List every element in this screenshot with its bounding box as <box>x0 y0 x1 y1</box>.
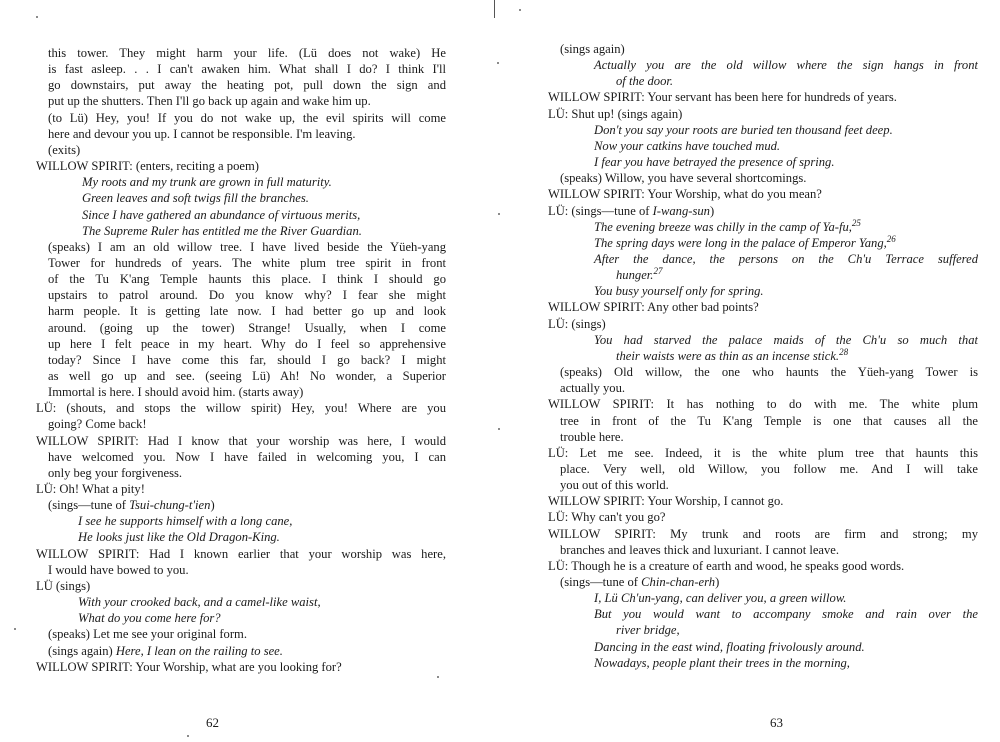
text-line <box>36 481 446 497</box>
text-line <box>548 89 978 105</box>
print-speck <box>187 735 189 737</box>
text-line <box>548 267 978 283</box>
print-speck <box>497 62 499 64</box>
text-line <box>36 45 446 61</box>
text-line <box>548 57 978 73</box>
line-text: here and devour you up. I cannot be responsible. I'm leaving. <box>48 126 356 141</box>
line-text: You had starved the palace maids of the Ch'u so much that <box>594 332 978 347</box>
line-text: go downstairs, put away the heating pot, pull down the sign and <box>48 78 446 93</box>
line-text: WILLOW SPIRIT: Any other bad points? <box>548 300 759 315</box>
text-line <box>548 364 978 380</box>
line-text: as well go up and see. (seeing Lü) Ah! No wonder, a Superior <box>48 368 446 383</box>
line-text: place. Very well, old Willow, you follow me. And I will take <box>560 461 978 476</box>
text-line <box>548 316 978 332</box>
text-line <box>36 287 446 303</box>
text-line <box>548 509 978 525</box>
line-text: I, Lü Ch'un-yang, can deliver you, a green willow. <box>594 591 847 606</box>
text-line <box>548 138 978 154</box>
italic-title: Here, I lean on the railing to see. <box>115 643 283 658</box>
line-text: actually you. <box>560 381 626 396</box>
text-line <box>548 251 978 267</box>
text-line <box>36 562 446 578</box>
text-line <box>548 396 978 412</box>
right-page <box>500 0 1000 742</box>
text-line <box>548 170 978 186</box>
text-line <box>548 41 978 57</box>
text-line <box>548 542 978 558</box>
line-text: (speaks) Willow, you have several shortcomings. <box>560 171 807 186</box>
text-line <box>36 400 446 416</box>
line-text: put up the shutters. Then I'll go back up again and wake him up. <box>48 94 371 109</box>
text-line <box>548 461 978 477</box>
italic-title: Tsui-chung-t'ien <box>129 498 211 513</box>
text-line <box>36 546 446 562</box>
line-text: (sings again) <box>48 643 116 658</box>
line-text: WILLOW SPIRIT: (enters, reciting a poem) <box>36 159 259 174</box>
line-text: The Supreme Ruler has entitled me the River Guardian. <box>82 223 362 238</box>
line-text-after: ) <box>715 575 720 590</box>
text-line <box>36 594 446 610</box>
text-line <box>36 320 446 336</box>
line-text: Since I have gathered an abundance of virtuous merits, <box>82 207 361 222</box>
line-text: (sings—tune of <box>48 498 130 513</box>
left-page-text <box>36 45 446 675</box>
line-text: this tower. They might harm your life. (Lü does not wake) He <box>48 46 446 60</box>
gutter-mark <box>494 0 495 18</box>
line-text: With your crooked back, and a camel-like waist, <box>78 595 321 610</box>
line-text: Nowadays, people plant their trees in the morning, <box>594 655 850 670</box>
text-line <box>36 142 446 158</box>
text-line <box>548 590 978 606</box>
line-text: (exits) <box>48 142 81 157</box>
line-text: you out of this world. <box>560 478 669 493</box>
line-text: of the door. <box>616 74 674 89</box>
line-text: Dancing in the east wind, floating frivolously around. <box>594 639 865 654</box>
italic-title: I-wang-sun <box>652 203 710 218</box>
text-line <box>36 158 446 174</box>
line-text: up here I felt peace in my heart. Why do I feel so apprehensive <box>48 336 446 351</box>
text-line <box>36 626 446 642</box>
line-text: What do you come here for? <box>78 611 221 626</box>
text-line <box>548 203 978 219</box>
line-text: branches and leaves thick and luxuriant. I cannot leave. <box>560 542 840 557</box>
text-line <box>548 655 978 671</box>
text-line <box>36 223 446 239</box>
text-line <box>36 433 446 449</box>
text-line <box>548 639 978 655</box>
line-text: WILLOW SPIRIT: My trunk and roots are firm and strong; my <box>548 526 978 541</box>
line-text: WILLOW SPIRIT: Your Worship, what are you looking for? <box>36 659 342 674</box>
line-text: He looks just like the Old Dragon-King. <box>78 530 280 545</box>
text-line <box>36 529 446 545</box>
line-text: LÜ: Oh! What a pity! <box>36 481 145 496</box>
line-text: today? Since I have come this far, should I go back? I might <box>48 352 446 367</box>
line-text: WILLOW SPIRIT: Had I known earlier that your worship was here, <box>36 546 446 561</box>
line-text: WILLOW SPIRIT: Your servant has been here for hundreds of years. <box>548 90 897 105</box>
line-text: LÜ: Let me see. Indeed, it is the white plum tree that haunts this <box>548 445 978 460</box>
text-line <box>548 445 978 461</box>
text-line <box>36 174 446 190</box>
text-line <box>548 526 978 542</box>
text-line <box>36 384 446 400</box>
line-text: have welcomed you. Now I have failed in welcoming you, I can <box>48 449 446 464</box>
line-text: around. (going up the tower) Strange! Usually, when I come <box>48 320 446 335</box>
line-text: LÜ: Though he is a creature of earth and wood, he speaks good words. <box>548 558 905 573</box>
text-line <box>36 416 446 432</box>
left-page <box>0 0 470 742</box>
text-line <box>36 643 446 659</box>
text-line <box>548 283 978 299</box>
italic-title: Chin-chan-erh <box>641 575 716 590</box>
text-line <box>548 606 978 622</box>
line-text: of the Tu K'ang Temple haunts this place. I think I should go <box>48 272 446 287</box>
text-line <box>548 106 978 122</box>
text-line <box>548 186 978 202</box>
text-line <box>36 255 446 271</box>
page-number: 62 <box>206 715 219 730</box>
line-text: tree in front of the Tu K'ang Temple is one that causes all the <box>560 413 978 428</box>
line-text: LÜ: (sings—tune of <box>548 203 653 218</box>
text-line <box>548 477 978 493</box>
line-text: (speaks) I am an old willow tree. I have lived beside the Yüeh-yang <box>48 239 446 254</box>
line-text: LÜ (sings) <box>36 578 91 593</box>
line-text: The evening breeze was chilly in the camp of Ya-fu, <box>594 219 852 234</box>
line-text: going? Come back! <box>48 417 147 432</box>
line-text: WILLOW SPIRIT: It has nothing to do with me. The white plum <box>548 397 978 412</box>
line-text: Now your catkins have touched mud. <box>594 138 781 153</box>
text-line <box>36 110 446 126</box>
right-page-text <box>548 41 978 671</box>
line-text: is fast asleep. . . I can't awaken him. What shall I do? I think I'll <box>48 62 446 77</box>
line-text: only beg your forgiveness. <box>48 465 183 480</box>
text-line <box>36 61 446 77</box>
line-text: My roots and my trunk are grown in full maturity. <box>82 175 332 190</box>
line-text: WILLOW SPIRIT: Your Worship, what do you mean? <box>548 187 822 202</box>
line-text: Actually you are the old willow where the sign hangs in front <box>594 58 978 73</box>
footnote-ref: 25 <box>851 218 861 228</box>
print-speck <box>498 213 500 215</box>
text-line <box>548 154 978 170</box>
text-line <box>36 336 446 352</box>
line-text: Tower for hundreds of years. The white plum tree spirit in front <box>48 255 446 270</box>
text-line <box>36 239 446 255</box>
footnote-ref: 26 <box>886 234 896 244</box>
line-text: trouble here. <box>560 429 624 444</box>
print-speck <box>437 676 439 678</box>
text-line <box>36 465 446 481</box>
text-line <box>36 513 446 529</box>
line-text: LÜ: Shut up! (sings again) <box>548 106 683 121</box>
line-text: upstairs to patrol around. Do you know why? I fear she might <box>48 288 446 303</box>
text-line <box>548 348 978 364</box>
print-speck <box>36 16 38 18</box>
line-text: LÜ: (shouts, and stops the willow spirit) Hey, you! Where are you <box>36 401 446 416</box>
text-line <box>548 493 978 509</box>
text-line <box>548 558 978 574</box>
text-line <box>548 235 978 251</box>
text-line <box>548 122 978 138</box>
line-text: The spring days were long in the palace of Emperor Yang, <box>594 235 887 250</box>
line-text: I see he supports himself with a long cane, <box>78 514 293 529</box>
line-text: (sings—tune of <box>560 575 642 590</box>
line-text: But you would want to accompany smoke and rain over the <box>594 607 978 622</box>
line-text: Green leaves and soft twigs fill the branches. <box>82 191 309 206</box>
line-text: I fear you have betrayed the presence of spring. <box>594 155 835 170</box>
line-text: (to Lü) Hey, you! If you do not wake up, the evil spirits will come <box>48 110 446 125</box>
text-line <box>548 332 978 348</box>
line-text: Don't you say your roots are buried ten thousand feet deep. <box>594 122 893 137</box>
text-line <box>36 190 446 206</box>
line-text: harm people. It is getting late now. I had better go up and look <box>48 304 446 319</box>
text-line <box>548 622 978 638</box>
line-text: hunger. <box>616 268 654 283</box>
print-speck <box>519 9 521 11</box>
footnote-ref: 27 <box>653 267 663 277</box>
line-text: After the dance, the persons on the Ch'u Terrace suffered <box>594 252 978 267</box>
line-text: I would have bowed to you. <box>48 562 189 577</box>
footnote-ref: 28 <box>839 347 849 357</box>
text-line <box>548 413 978 429</box>
line-text: their waists were as thin as an incense stick. <box>616 348 840 363</box>
line-text: WILLOW SPIRIT: Had I know that your worship was here, I would <box>36 433 446 448</box>
text-line <box>36 578 446 594</box>
text-line <box>548 299 978 315</box>
text-line <box>36 352 446 368</box>
text-line <box>548 219 978 235</box>
text-line <box>36 659 446 675</box>
text-line <box>36 449 446 465</box>
text-line <box>36 207 446 223</box>
line-text: (sings again) <box>560 42 625 56</box>
line-text: WILLOW SPIRIT: Your Worship, I cannot go. <box>548 494 784 509</box>
text-line <box>548 380 978 396</box>
line-text-after: ) <box>210 498 215 513</box>
text-line <box>36 271 446 287</box>
line-text: (speaks) Let me see your original form. <box>48 627 247 642</box>
text-line <box>36 303 446 319</box>
line-text: river bridge, <box>616 623 680 638</box>
text-line <box>36 368 446 384</box>
text-line <box>548 574 978 590</box>
line-text: You busy yourself only for spring. <box>594 284 764 299</box>
text-line <box>36 610 446 626</box>
line-text: (speaks) Old willow, the one who haunts the Yüeh-yang Tower is <box>560 365 978 380</box>
print-speck <box>14 628 16 630</box>
text-line <box>36 93 446 109</box>
text-line <box>36 497 446 513</box>
line-text: LÜ: Why can't you go? <box>548 510 666 525</box>
text-line <box>36 126 446 142</box>
line-text: Immortal is here. I should avoid him. (starts away) <box>48 385 304 400</box>
text-line <box>36 77 446 93</box>
print-speck <box>498 428 500 430</box>
text-line <box>548 73 978 89</box>
line-text-after: ) <box>709 203 715 218</box>
page-number: 63 <box>770 715 783 730</box>
text-line <box>548 429 978 445</box>
line-text: LÜ: (sings) <box>548 316 606 331</box>
